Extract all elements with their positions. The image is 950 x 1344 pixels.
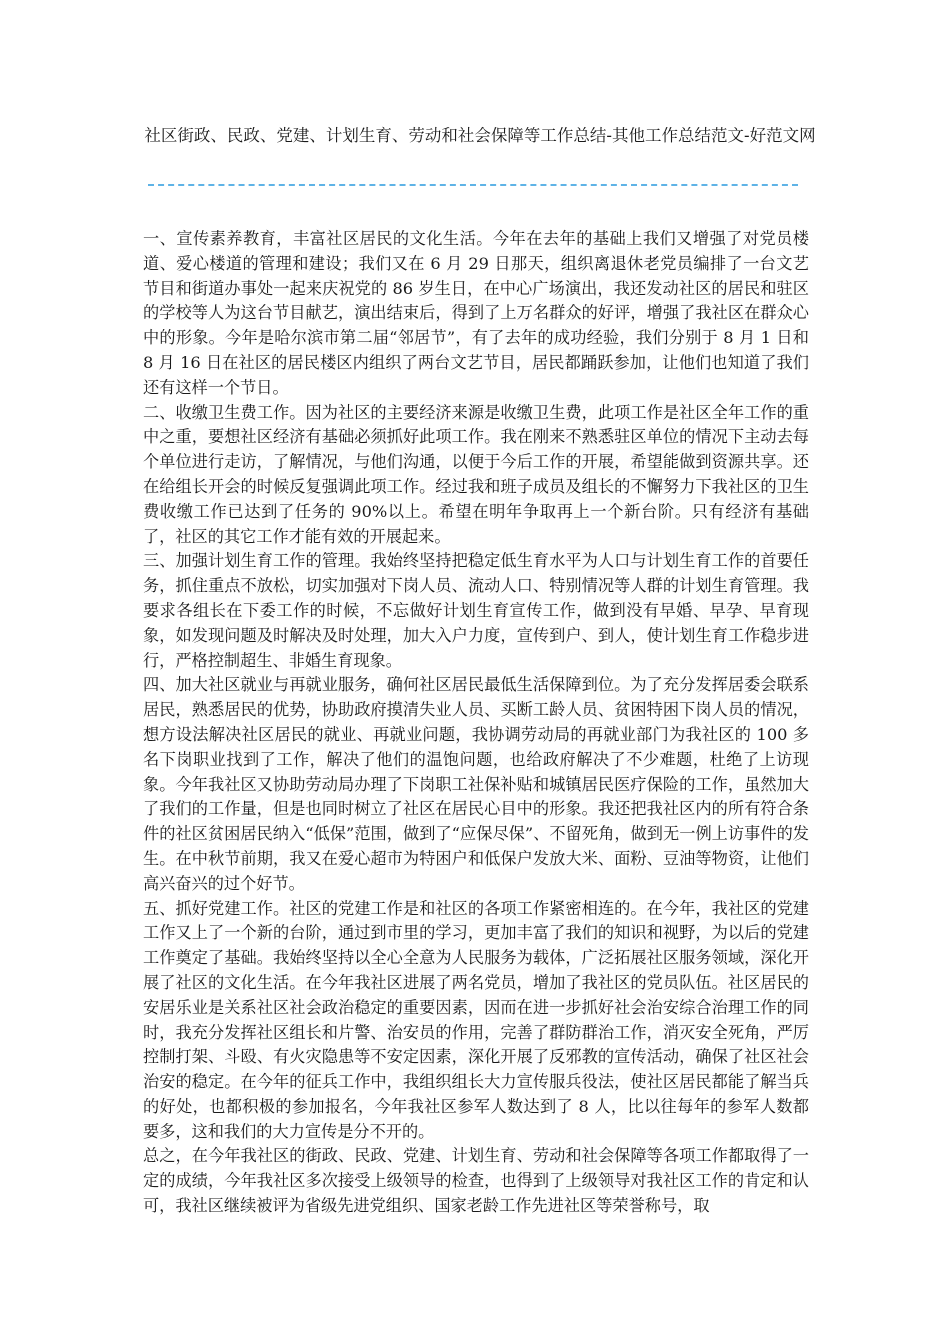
document-body	[143, 227, 809, 1219]
paragraph-3: 三、加强计划生育工作的管理。我始终坚持把稳定低生育水平为人口与计划生育工作的首要任务，抓住重点不放松，切实加强对下岗人员、流动人口、特别情况等人群的计划生育管理。我要求各组长在下委工作的时候，不忘做好计划生育宣传工作，做到没有早婚、早孕、早育现象，如发现问题及时解决及时处理，加大入户力度，宣传到户、到人，使计划生育工作稳步进行，严格控制超生、非婚生育现象。	[143, 551, 809, 670]
document-title: 社区街政、民政、党建、计划生育、劳动和社会保障等工作总结-其他工作总结范文-好范文网	[144, 126, 816, 145]
paragraph-6: 总之，在今年我社区的街政、民政、党建、计划生育、劳动和社会保障等各项工作都取得了一定的成绩，今年我社区多次接受上级领导的检查，也得到了上级领导对我社区工作的肯定和认可，我社区继续被评为省级先进党组织、国家老龄工作先进社区等荣誉称号，取	[143, 1146, 809, 1216]
paragraph-1: 一、宣传素养教育，丰富社区居民的文化生活。今年在去年的基础上我们又增强了对党员楼道、爱心楼道的管理和建设；我们又在 6 月 29 日那天，组织离退休老党员编排了一台文艺节目和街道办事处一起来庆祝党的 86 岁生日，在中心广场演出，我还发动社区的居民和驻区的学校等人为这台节目献艺，演出结束后，得到了上万名群众的好评，增强了我社区在群众心中的形象。今年是哈尔滨市第二届“邻居节”，有了去年的成功经验，我们分别于 8 月 1 日和 8 月 16 日在社区的居民楼区内组织了两台文艺节目，居民都踊跃参加，让他们也知道了我们还有这样一个节日。	[143, 229, 809, 397]
paragraph-2: 二、收缴卫生费工作。因为社区的主要经济来源是收缴卫生费，此项工作是社区全年工作的重中之重，要想社区经济有基础必须抓好此项工作。我在刚来不熟悉驻区单位的情况下主动去每个单位进行走访，了解情况，与他们沟通，以便于今后工作的开展，希望能做到资源共享。还在给组长开会的时候反复强调此项工作。经过我和班子成员及组长的不懈努力下我社区的卫生费收缴工作已达到了任务的 90%以上。希望在明年争取再上一个新台阶。只有经济有基础了，社区的其它工作才能有效的开展起来。	[143, 402, 809, 546]
title-divider	[148, 184, 798, 186]
paragraph-4: 四、加大社区就业与再就业服务，确何社区居民最低生活保障到位。为了充分发挥居委会联系居民，熟悉居民的优势，协助政府摸清失业人员、买断工龄人员、贫困特困下岗人员的情况，想方设法解决社区居民的就业、再就业问题，我协调劳动局的再就业部门为我社区的 100 多名下岗职业找到了工作，解决了他们的温饱问题，也给政府解决了不少难题，杜绝了上访现象。今年我社区又协助劳动局办理了下岗职工社保补贴和城镇居民医疗保险的工作，虽然加大了我们的工作量，但是也同时树立了社区在居民心目中的形象。我还把我社区内的所有符合条件的社区贫困居民纳入“低保”范围，做到了“应保尽保”、不留死角，做到无一例上访事件的发生。在中秋节前期，我又在爱心超市为特困户和低保户发放大米、面粉、豆油等物资，让他们高兴奋兴的过个好节。	[143, 675, 809, 893]
paragraph-5: 五、抓好党建工作。社区的党建工作是和社区的各项工作紧密相连的。在今年，我社区的党建工作又上了一个新的台阶，通过到市里的学习，更加丰富了我们的知识和视野，为以后的党建工作奠定了基础。我始终坚持以全心全意为人民服务为载体，广泛拓展社区服务领域，深化开展了社区的文化生活。在今年我社区进展了两名党员，增加了我社区的党员队伍。社区居民的安居乐业是关系社区社会政治稳定的重要因素，因而在进一步抓好社会治安综合治理工作的同时，我充分发挥社区组长和片警、治安员的作用，完善了群防群治工作，消灭安全死角，严厉控制打架、斗殴、有火灾隐患等不安定因素，深化开展了反邪教的宣传活动，确保了社区社会治安的稳定。在今年的征兵工作中，我组织组长大力宣传服兵役法，使社区居民都能了解当兵的好处，也都积极的参加报名，今年我社区参军人数达到了 8 人，比以往每年的参军人数都要多，这和我们的大力宣传是分不开的。	[143, 898, 809, 1141]
